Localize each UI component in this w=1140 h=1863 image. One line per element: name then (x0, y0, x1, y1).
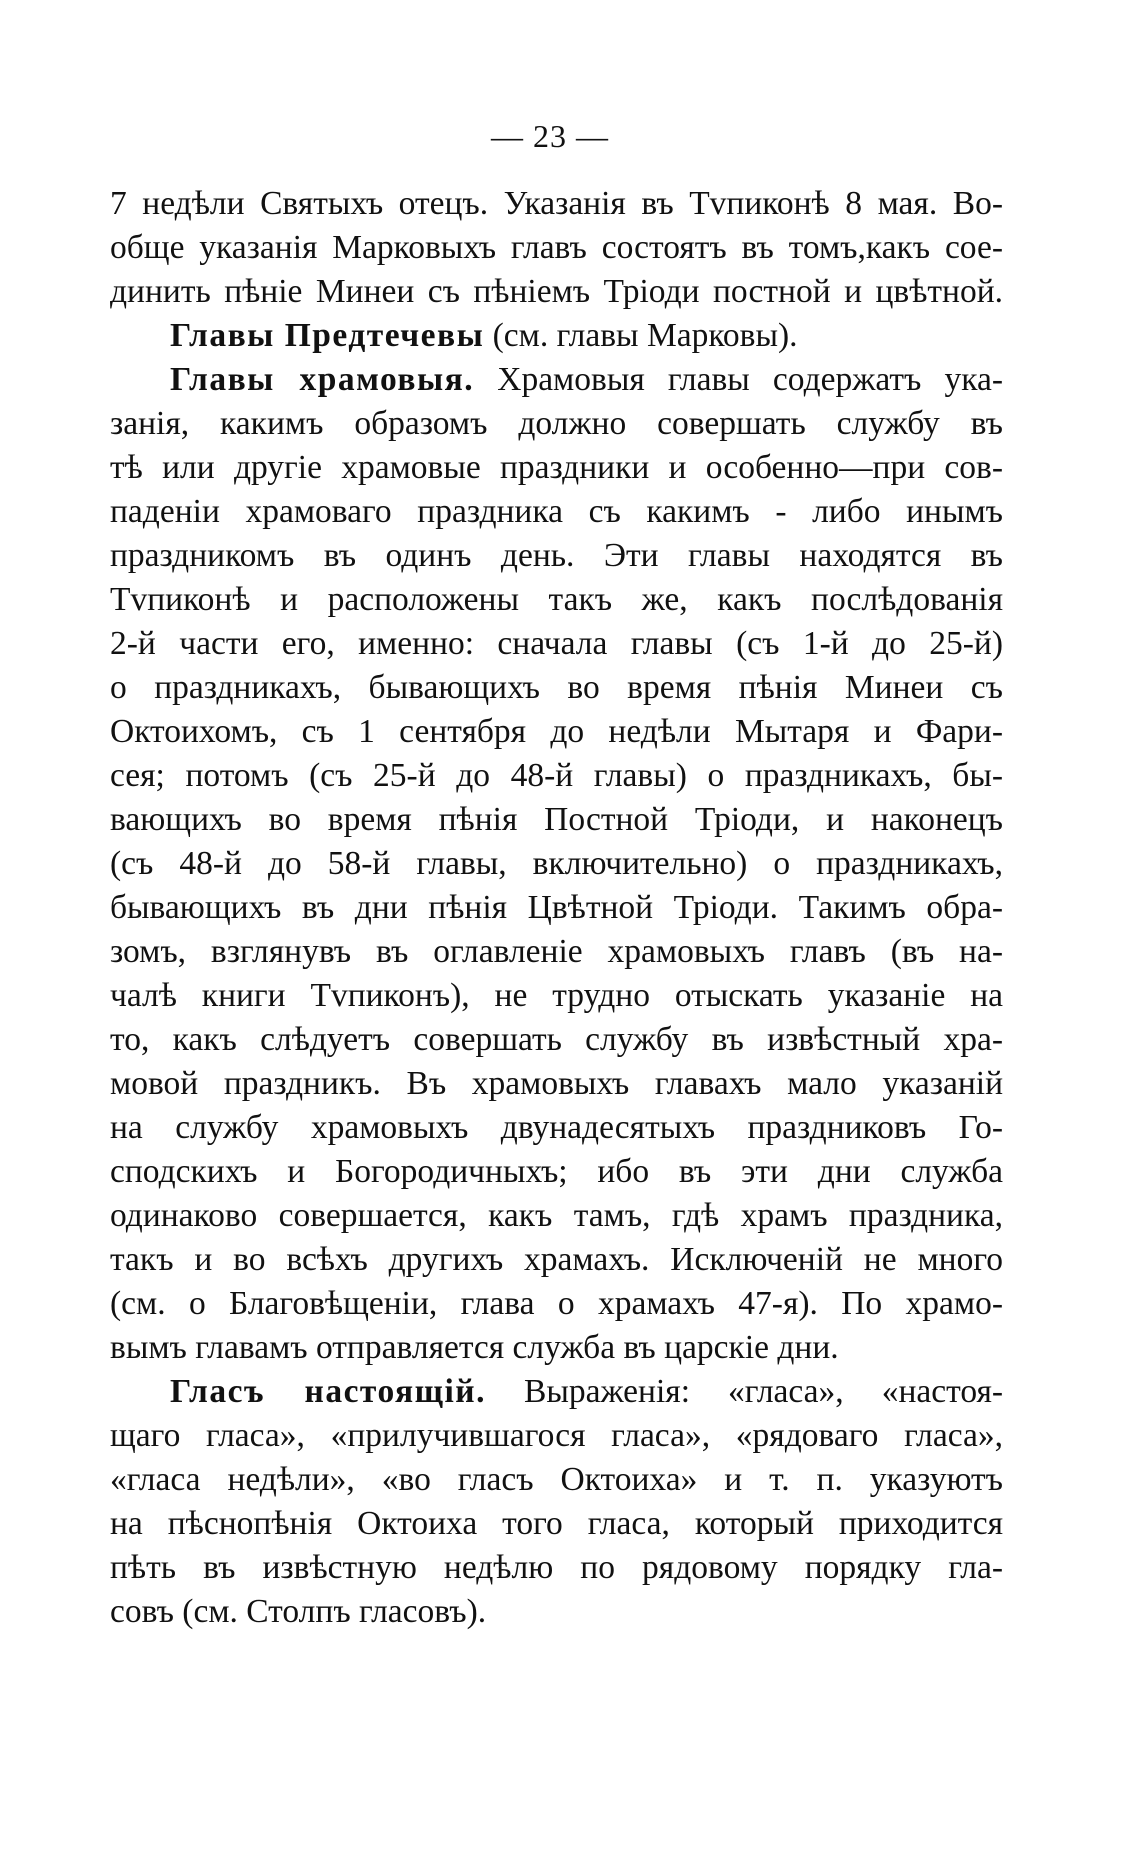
text-line: вымъ главамъ отправляется служба въ царскіе дни. (110, 1329, 839, 1366)
section-heading: Главы храмовыя. (170, 361, 475, 398)
text-line: одинаково совершается, какъ тамъ, гдѣ храмъ праздника, (110, 1197, 1003, 1234)
section-heading: Гласъ настоящій. (170, 1373, 486, 1410)
text-line: занія, какимъ образомъ должно совершать службу въ (110, 405, 1003, 442)
text-line: (см. о Благовѣщеніи, глава о храмахъ 47-я). По храмо- (110, 1285, 1003, 1322)
text-line (110, 358, 1003, 402)
text-line: на службу храмовыхъ двунадесятыхъ праздниковъ Го- (110, 1109, 1003, 1146)
paragraph-predtechevy (110, 314, 1003, 358)
text-line: на пѣснопѣнія Октоиха того гласа, который приходится (110, 1505, 1003, 1542)
text-line: чалѣ книги Тvпиконъ), не трудно отыскать указаніе на (110, 977, 1003, 1014)
text-line: такъ и во всѣхъ другихъ храмахъ. Исключеній не много (110, 1241, 1003, 1278)
text-line: «гласа недѣли», «во гласъ Октоиха» и т. п. указуютъ (110, 1461, 1003, 1498)
text-line: щаго гласа», «прилучившагося гласа», «рядоваго гласа», (110, 1417, 1003, 1454)
text-run: Храмовыя главы содержатъ ука- (497, 361, 1003, 398)
text-line: (съ 48-й до 58-й главы, включительно) о праздникахъ, (110, 845, 1003, 882)
text-line: зомъ, взглянувъ въ оглавленіе храмовыхъ главъ (въ на- (110, 933, 1003, 970)
text-line: 2-й части его, именно: сначала главы (съ 1-й до 25-й) (110, 625, 1003, 662)
text-line: Тvпиконѣ и расположены такъ же, какъ послѣдованія (110, 581, 1003, 618)
text-line: Октоихомъ, съ 1 сентября до недѣли Мытаря и Фари- (110, 713, 1003, 750)
text-line: то, какъ слѣдуетъ совершать службу въ извѣстный хра- (110, 1021, 1003, 1058)
text-line: бывающихъ въ дни пѣнія Цвѣтной Тріоди. Такимъ обра- (110, 889, 1003, 926)
text-line: сея; потомъ (съ 25-й до 48-й главы) о праздникахъ, бы- (110, 757, 1003, 794)
text-run: Выраженія: «гласа», «настоя- (524, 1373, 1003, 1410)
paragraph-khramovyya (110, 358, 1003, 1370)
text-line: совъ (см. Столпъ гласовъ). (110, 1593, 487, 1630)
body-text (110, 182, 1003, 1634)
text-run: (см. главы Марковы). (492, 317, 798, 354)
text-line: обще указанія Марковыхъ главъ состоятъ въ томъ,какъ сое- (110, 229, 1003, 266)
text-line: сподскихъ и Богородичныхъ; ибо въ эти дни служба (110, 1153, 1003, 1190)
paragraph-intro (110, 182, 1003, 314)
text-line: динить пѣніе Минеи съ пѣніемъ Тріоди постной и цвѣтной. (110, 273, 1003, 310)
page-number: — 23 — (491, 118, 609, 154)
text-line: паденіи храмоваго праздника съ какимъ - либо инымъ (110, 493, 1003, 530)
text-line: пѣть въ извѣстную недѣлю по рядовому порядку гла- (110, 1549, 1003, 1586)
text-line: вающихъ во время пѣнія Постной Тріоди, и наконецъ (110, 801, 1003, 838)
text-line: 7 недѣли Святыхъ отецъ. Указанія въ Тvпиконѣ 8 мая. Во- (110, 185, 1003, 222)
text-line: праздникомъ въ одинъ день. Эти главы находятся въ (110, 537, 1003, 574)
section-heading: Главы Предтечевы (170, 317, 485, 354)
paragraph-glas (110, 1370, 1003, 1634)
text-line (110, 1370, 1003, 1414)
text-line (110, 314, 1003, 358)
text-line: мовой праздникъ. Въ храмовыхъ главахъ мало указаній (110, 1065, 1003, 1102)
text-line: о праздникахъ, бывающихъ во время пѣнія Минеи съ (110, 669, 1003, 706)
text-line: тѣ или другіе храмовые праздники и особенно—при сов- (110, 449, 1003, 486)
